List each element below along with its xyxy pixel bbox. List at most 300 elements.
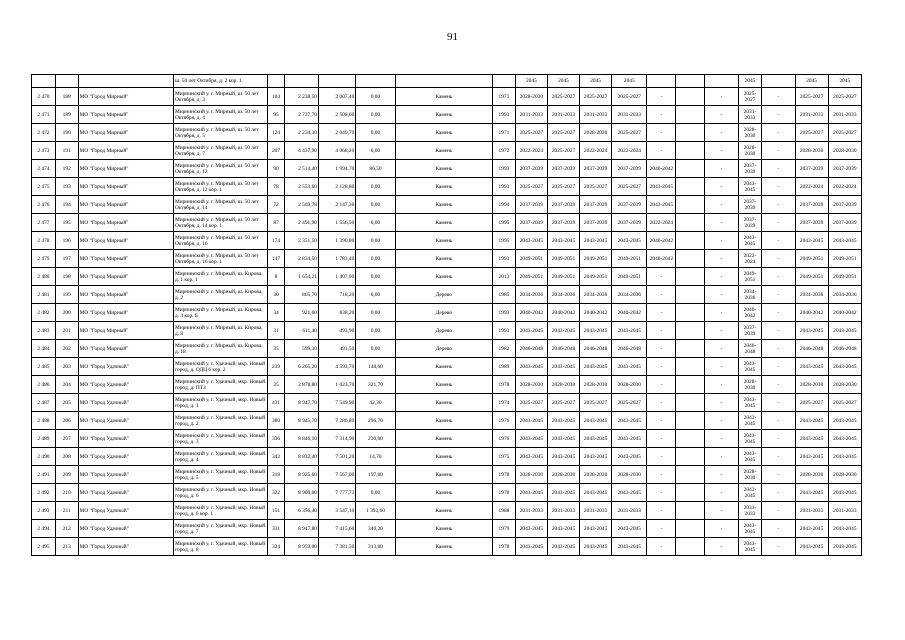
cell-p6: - — [705, 232, 738, 250]
cell-p3: 2037-2039 — [580, 196, 612, 214]
cell-p1: 2043-2045 — [515, 448, 547, 466]
cell-p6: - — [705, 376, 738, 394]
cell-p1: 2025-2027 — [515, 124, 547, 142]
cell-spacer — [676, 502, 705, 520]
cell-flats: 431 — [268, 394, 285, 412]
cell-spacer — [676, 232, 705, 250]
cell-p1: 2043-2045 — [515, 322, 547, 340]
table-row — [32, 214, 862, 232]
cell-wall: Дерево — [395, 322, 492, 340]
cell-flats: 239 — [268, 358, 285, 376]
cell-p10: 2025-2027 — [828, 394, 861, 412]
cell-id: 212 — [55, 520, 78, 538]
cell-spacer — [676, 322, 705, 340]
cell-wall: Камень — [395, 196, 492, 214]
cell-liv: 1 390,80 — [318, 232, 355, 250]
cell-p5: 2043-2045 — [647, 196, 676, 214]
cell-p9: 2031-2033 — [795, 106, 828, 124]
cell-p9: 2043-2045 — [795, 430, 828, 448]
table-row — [32, 250, 862, 268]
cell-p2: 2043-2045 — [547, 538, 579, 556]
table-body — [32, 75, 862, 556]
cell-p6: - — [705, 394, 738, 412]
cell-wall: Камень — [395, 106, 492, 124]
cell-p5: - — [647, 124, 676, 142]
cell-no: 2 482 — [32, 304, 56, 322]
cell-id: 194 — [55, 196, 78, 214]
cell-area: 2 234,30 — [284, 124, 318, 142]
cell-addr: Мирнинский у. г. Мирный, ш. 50 лет Октября, д. 16 — [173, 232, 267, 250]
cell-id: 191 — [55, 142, 78, 160]
cell-p7: 2049-2051 — [738, 268, 762, 286]
cell-year: 1989 — [493, 358, 516, 376]
cell-wall: Камень — [395, 88, 492, 106]
cell-p3: 2043-2045 — [580, 358, 612, 376]
cell-id: 199 — [55, 286, 78, 304]
cell-p4: 2022-2024 — [612, 142, 647, 160]
cell-liv: 718,20 — [318, 286, 355, 304]
cell-p4: 2025-2027 — [612, 124, 647, 142]
cell-flats: 31 — [268, 322, 285, 340]
cell-p3: 2028-2030 — [580, 466, 612, 484]
cell-p4: 2031-2033 — [612, 106, 647, 124]
cell-p8: - — [762, 322, 795, 340]
cell-nonres: 0,00 — [356, 250, 395, 268]
cell-p1: 2040-2042 — [515, 304, 547, 322]
cell-mo: МО "Город Мирный" — [78, 268, 173, 286]
cell-flats: 324 — [268, 538, 285, 556]
cell-p5: - — [647, 304, 676, 322]
cell-year: 1982 — [493, 340, 516, 358]
cell-spacer — [676, 160, 705, 178]
cell-addr: Мирнинский у. г. Удачный, мкр. Новый город, д. 1 — [173, 394, 267, 412]
cell-p5: - — [647, 322, 676, 340]
cell-flats: 30 — [268, 286, 285, 304]
table-row — [32, 520, 862, 538]
cell-p5: - — [647, 466, 676, 484]
cell-addr: Мирнинский у. г. Удачный, мкр. Новый город, д. ОДЦ 6 кор. 2 — [173, 358, 267, 376]
cell-p6: - — [705, 322, 738, 340]
cell-p8: - — [762, 250, 795, 268]
cell-addr: Мирнинский у. г. Мирный, ш. Кирова, д. 1 кор. 1 — [173, 268, 267, 286]
cell-p8: - — [762, 376, 795, 394]
cell-area: 2 737,70 — [284, 106, 318, 124]
cell-year: 1971 — [493, 124, 516, 142]
cell-year: 1976 — [493, 412, 516, 430]
cell-p7: 2031-2033 — [738, 502, 762, 520]
cell-p1: 2045 — [515, 75, 547, 88]
cell-p7: 2028-2030 — [738, 376, 762, 394]
cell-p8: - — [762, 286, 795, 304]
table-row — [32, 75, 862, 88]
cell-p7: 2043-2045 — [738, 430, 762, 448]
cell-year: 1972 — [493, 142, 516, 160]
cell-year: 1978 — [493, 466, 516, 484]
cell-p7: 2043-2045 — [738, 448, 762, 466]
cell-p3: 2025-2027 — [580, 394, 612, 412]
cell-p5: 2043-2045 — [647, 178, 676, 196]
cell-year: 1993 — [493, 304, 516, 322]
cell-p6: - — [705, 196, 738, 214]
cell-mo: МО "Город Мирный" — [78, 178, 173, 196]
cell-p10: 2040-2042 — [828, 304, 861, 322]
cell-area: 8 832,40 — [284, 448, 318, 466]
cell-p3: 2043-2045 — [580, 484, 612, 502]
cell-p9: 2037-2039 — [795, 214, 828, 232]
cell-id: 190 — [55, 124, 78, 142]
cell-p6: - — [705, 250, 738, 268]
cell-p10: 2028-2030 — [828, 466, 861, 484]
cell-year: 1995 — [493, 232, 516, 250]
cell-mo: МО "Город Мирный" — [78, 160, 173, 178]
cell-p10: 2043-2045 — [828, 538, 861, 556]
table-row — [32, 232, 862, 250]
cell-addr: Мирнинский у. г. Мирный, ш. 50 лет Октября, д. 12 кор. 1 — [173, 178, 267, 196]
cell-p8: - — [762, 502, 795, 520]
cell-no: 2 483 — [32, 322, 56, 340]
table-row — [32, 286, 862, 304]
cell-p4: 2046-2048 — [612, 340, 647, 358]
cell-flats: 336 — [268, 430, 285, 448]
cell-id: 197 — [55, 250, 78, 268]
cell-spacer — [676, 520, 705, 538]
cell-liv: 491,50 — [318, 340, 355, 358]
cell-liv: 2 147,36 — [318, 196, 355, 214]
cell-p3: 2025-2027 — [580, 178, 612, 196]
cell-p9: 2043-2045 — [795, 232, 828, 250]
cell-nonres: 0,00 — [356, 214, 395, 232]
cell-spacer — [676, 394, 705, 412]
cell-spacer — [676, 214, 705, 232]
table-row — [32, 160, 862, 178]
cell-p7: 2043-2045 — [738, 538, 762, 556]
cell-addr: Мирнинский у. г. Мирный, ш. 50 лет Октября, д. 12 — [173, 160, 267, 178]
cell-mo: МО "Город Удачный" — [78, 466, 173, 484]
cell-p3: 2043-2045 — [580, 538, 612, 556]
cell-nonres: 0,00 — [356, 196, 395, 214]
cell-mo: МО "Город Мирный" — [78, 322, 173, 340]
cell-wall: Камень — [395, 376, 492, 394]
cell-p7: 2040-2042 — [738, 304, 762, 322]
cell-liv: 7 415,60 — [318, 520, 355, 538]
cell-liv: 7 549,90 — [318, 394, 355, 412]
cell-p2: 2043-2045 — [547, 322, 579, 340]
cell-flats — [268, 75, 285, 88]
cell-p10: 2043-2045 — [828, 412, 861, 430]
cell-p9: 2043-2045 — [795, 358, 828, 376]
cell-liv: 1 994,70 — [318, 160, 355, 178]
cell-p6: - — [705, 520, 738, 538]
cell-id: 204 — [55, 376, 78, 394]
cell-year: 1978 — [493, 484, 516, 502]
cell-p5 — [647, 75, 676, 88]
cell-addr: Мирнинский у. г. Мирный, ш. 50 лет Октября, д. 4 — [173, 106, 267, 124]
cell-wall: Дерево — [395, 286, 492, 304]
cell-p10: 2043-2045 — [828, 358, 861, 376]
cell-area: 8 947,70 — [284, 394, 318, 412]
cell-liv: 4 593,70 — [318, 358, 355, 376]
cell-spacer — [676, 196, 705, 214]
cell-mo: МО "Город Удачный" — [78, 484, 173, 502]
cell-addr: Мирнинский у. г. Удачный, мкр. Новый город, д. 7 — [173, 520, 267, 538]
cell-no: 2 476 — [32, 196, 56, 214]
cell-p6: - — [705, 178, 738, 196]
cell-flats: 151 — [268, 502, 285, 520]
cell-nonres: 197,00 — [356, 466, 395, 484]
cell-mo: МО "Город Мирный" — [78, 142, 173, 160]
cell-area: 6 265,20 — [284, 358, 318, 376]
cell-p9: 2040-2042 — [795, 304, 828, 322]
cell-p8: - — [762, 466, 795, 484]
cell-mo: МО "Город Удачный" — [78, 376, 173, 394]
cell-p2: 2025-2027 — [547, 124, 579, 142]
cell-liv: 7 567,00 — [318, 466, 355, 484]
cell-p9: 2043-2045 — [795, 412, 828, 430]
cell-p1: 2022-2024 — [515, 142, 547, 160]
cell-p2: 2031-2033 — [547, 502, 579, 520]
cell-p2: 2025-2027 — [547, 178, 579, 196]
cell-spacer — [676, 268, 705, 286]
cell-no: 2 479 — [32, 250, 56, 268]
cell-addr: Мирнинский у. г. Удачный, мкр. Новый город, д. 6 — [173, 484, 267, 502]
cell-p10: 2022-2024 — [828, 178, 861, 196]
cell-p9: 2043-2045 — [795, 538, 828, 556]
cell-p10: 2049-2051 — [828, 250, 861, 268]
cell-addr: Мирнинский у. г. Мирный, ш. 50 лет Октября, д. 16 кор. 1 — [173, 250, 267, 268]
cell-p3: 2049-2051 — [580, 250, 612, 268]
cell-p9: 2028-2030 — [795, 466, 828, 484]
cell-spacer — [676, 304, 705, 322]
cell-id: 205 — [55, 394, 78, 412]
cell-p9: 2025-2027 — [795, 124, 828, 142]
cell-p8 — [762, 75, 795, 88]
cell-wall: Камень — [395, 250, 492, 268]
cell-p3: 2043-2045 — [580, 448, 612, 466]
cell-p4: 2043-2045 — [612, 484, 647, 502]
table-row — [32, 322, 862, 340]
cell-p8: - — [762, 430, 795, 448]
cell-id: 201 — [55, 322, 78, 340]
cell-nonres: 0,00 — [356, 106, 395, 124]
cell-p6: - — [705, 214, 738, 232]
cell-spacer — [676, 88, 705, 106]
cell-p9: 2043-2045 — [795, 448, 828, 466]
cell-mo: МО "Город Мирный" — [78, 340, 173, 358]
cell-liv: 4 068,20 — [318, 142, 355, 160]
cell-wall: Камень — [395, 430, 492, 448]
cell-id: 200 — [55, 304, 78, 322]
cell-p3: 2037-2039 — [580, 160, 612, 178]
cell-wall: Камень — [395, 412, 492, 430]
cell-year — [493, 75, 516, 88]
cell-p4: 2028-2030 — [612, 376, 647, 394]
cell-id: 188 — [55, 88, 78, 106]
cell-spacer — [676, 448, 705, 466]
cell-flats: 35 — [268, 340, 285, 358]
cell-addr: Мирнинский у. г. Мирный, ш. 50 лет Октября, д. 14 — [173, 196, 267, 214]
cell-year: 1995 — [493, 214, 516, 232]
cell-spacer — [676, 124, 705, 142]
cell-p10: 2049-2051 — [828, 268, 861, 286]
cell-p6: - — [705, 412, 738, 430]
cell-flats: 318 — [268, 466, 285, 484]
cell-p2: 2028-2030 — [547, 376, 579, 394]
cell-p5: 2040-2042 — [647, 250, 676, 268]
cell-p6: - — [705, 124, 738, 142]
cell-flats: 322 — [268, 484, 285, 502]
cell-p7: 2043-2045 — [738, 412, 762, 430]
cell-p2: 2025-2027 — [547, 88, 579, 106]
cell-p10: 2037-2039 — [828, 160, 861, 178]
cell-p4: 2043-2045 — [612, 430, 647, 448]
cell-flats: 380 — [268, 412, 285, 430]
cell-p3: 2043-2045 — [580, 520, 612, 538]
cell-liv — [318, 75, 355, 88]
cell-p5: 2040-2042 — [647, 160, 676, 178]
cell-flats: 8 — [268, 268, 285, 286]
cell-no: 2 481 — [32, 286, 56, 304]
cell-no: 2 484 — [32, 340, 56, 358]
cell-year: 1993 — [493, 106, 516, 124]
cell-p10: 2045 — [828, 75, 861, 88]
cell-p5: - — [647, 394, 676, 412]
cell-no: 2 495 — [32, 538, 56, 556]
cell-no — [32, 75, 56, 88]
table-row — [32, 178, 862, 196]
cell-addr: Мирнинский у. г. Удачный, мкр. Новый город, д. 3 — [173, 430, 267, 448]
cell-year: 1993 — [493, 250, 516, 268]
cell-addr: Мирнинский у. г. Удачный, мкр. Новый город, д. 8 — [173, 538, 267, 556]
cell-p1: 2043-2045 — [515, 232, 547, 250]
cell-p6: - — [705, 142, 738, 160]
cell-spacer — [676, 250, 705, 268]
cell-no: 2 471 — [32, 106, 56, 124]
cell-no: 2 490 — [32, 448, 56, 466]
cell-flats: 87 — [268, 214, 285, 232]
cell-wall: Камень — [395, 448, 492, 466]
cell-p1: 2043-2045 — [515, 358, 547, 376]
cell-area: 8 846,10 — [284, 430, 318, 448]
cell-p7: 2031-2033 — [738, 106, 762, 124]
cell-p5: - — [647, 502, 676, 520]
cell-p5: - — [647, 484, 676, 502]
cell-no: 2 485 — [32, 358, 56, 376]
cell-wall: Камень — [395, 160, 492, 178]
cell-liv: 2 128,80 — [318, 178, 355, 196]
cell-p4: 2045 — [612, 75, 647, 88]
cell-p6: - — [705, 340, 738, 358]
cell-year: 1971 — [493, 88, 516, 106]
cell-id: 189 — [55, 106, 78, 124]
cell-mo: МО "Город Удачный" — [78, 448, 173, 466]
table-row — [32, 430, 862, 448]
cell-p5: 2022-2024 — [647, 214, 676, 232]
cell-mo: МО "Город Мирный" — [78, 250, 173, 268]
cell-nonres: 0,00 — [356, 142, 395, 160]
cell-addr: Мирнинский у. г. Мирный, ш. Кирова, д. 2 — [173, 286, 267, 304]
cell-p2: 2043-2045 — [547, 358, 579, 376]
cell-p4: 2025-2027 — [612, 178, 647, 196]
cell-area: 805,70 — [284, 286, 318, 304]
cell-p8: - — [762, 394, 795, 412]
cell-p2: 2031-2033 — [547, 106, 579, 124]
cell-id: 209 — [55, 466, 78, 484]
cell-no: 2 492 — [32, 484, 56, 502]
cell-p4: 2043-2045 — [612, 358, 647, 376]
cell-p4: 2037-2039 — [612, 160, 647, 178]
cell-year: 1974 — [493, 394, 516, 412]
cell-p2: 2025-2027 — [547, 394, 579, 412]
cell-liv: 7 777,73 — [318, 484, 355, 502]
cell-p6 — [705, 75, 738, 88]
cell-p10: 2031-2033 — [828, 106, 861, 124]
cell-flats: 331 — [268, 520, 285, 538]
table-row — [32, 484, 862, 502]
cell-year: 2013 — [493, 268, 516, 286]
cell-wall: Камень — [395, 394, 492, 412]
cell-p5: - — [647, 448, 676, 466]
cell-liv: 7 501,20 — [318, 448, 355, 466]
cell-p2: 2049-2051 — [547, 268, 579, 286]
cell-p10: 2031-2033 — [828, 502, 861, 520]
cell-addr: Мирнинский у. г. Удачный, мкр. Новый город, д. ПТЗ — [173, 376, 267, 394]
cell-p3: 2028-2030 — [580, 376, 612, 394]
page-number: 91 — [447, 31, 458, 43]
cell-p5: - — [647, 430, 676, 448]
cell-addr: Мирнинский у. г. Мирный, ш. 50 лет Октября, д. 5 — [173, 124, 267, 142]
cell-p7: 2037-2039 — [738, 214, 762, 232]
cell-p6: - — [705, 466, 738, 484]
cell-wall: Камень — [395, 178, 492, 196]
cell-p6: - — [705, 304, 738, 322]
cell-p10: 2043-2045 — [828, 484, 861, 502]
housing-table — [31, 74, 862, 556]
cell-p10: 2043-2045 — [828, 430, 861, 448]
cell-p9: 2031-2033 — [795, 502, 828, 520]
cell-p6: - — [705, 502, 738, 520]
cell-p8: - — [762, 484, 795, 502]
cell-p10: 2028-2030 — [828, 142, 861, 160]
cell-wall: Дерево — [395, 304, 492, 322]
cell-mo: МО "Город Удачный" — [78, 394, 173, 412]
cell-nonres: 0,00 — [356, 232, 395, 250]
cell-p9: 2043-2045 — [795, 520, 828, 538]
cell-nonres: 321,70 — [356, 376, 395, 394]
table-row — [32, 376, 862, 394]
cell-p4: 2043-2045 — [612, 538, 647, 556]
cell-p2: 2034-2036 — [547, 286, 579, 304]
cell-liv: 1 023,70 — [318, 376, 355, 394]
cell-p2: 2037-2039 — [547, 196, 579, 214]
cell-p6: - — [705, 448, 738, 466]
cell-p5: - — [647, 358, 676, 376]
cell-nonres: 0,00 — [356, 340, 395, 358]
cell-p4: 2049-2051 — [612, 268, 647, 286]
cell-no: 2 478 — [32, 232, 56, 250]
cell-p4: 2049-2051 — [612, 250, 647, 268]
cell-area: 2 351,50 — [284, 232, 318, 250]
cell-flats: 207 — [268, 142, 285, 160]
cell-no: 2 474 — [32, 160, 56, 178]
cell-p1: 2028-2030 — [515, 466, 547, 484]
cell-p3: 2025-2027 — [580, 88, 612, 106]
cell-addr: Мирнинский у. г. Удачный, мкр. Новый город, д. 2 — [173, 412, 267, 430]
cell-liv: 838,20 — [318, 304, 355, 322]
cell-no: 2 494 — [32, 520, 56, 538]
cell-p1: 2049-2051 — [515, 268, 547, 286]
cell-addr: Мирнинский у. г. Удачный, мкр. Новый город, д. 4 — [173, 448, 267, 466]
cell-no: 2 491 — [32, 466, 56, 484]
